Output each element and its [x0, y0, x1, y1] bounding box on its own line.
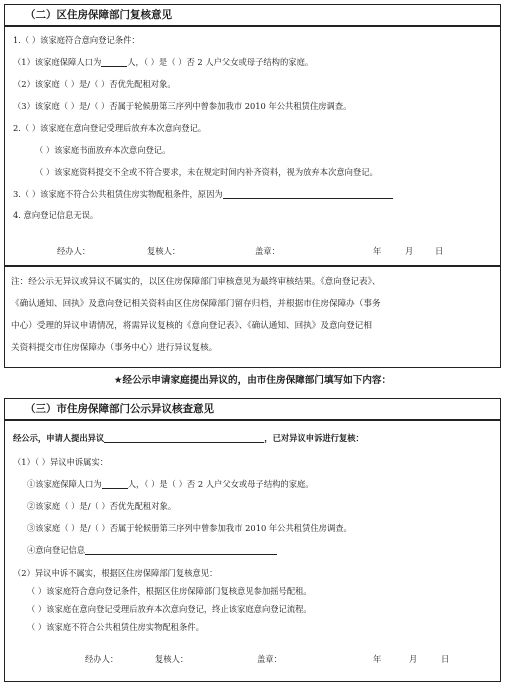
- s3-item-2-a: （ ）该家庭符合意向登记条件，根据区住房保障部门复核意见参加摇号配租。: [27, 586, 312, 596]
- s2-item-4: 4. 意向登记信息无误。: [13, 210, 99, 220]
- s2-item-1-1: [13, 55, 494, 69]
- note-line-1: 注：经公示无异议或异议不属实的，以区住房保障部门审核意见为最终审核结果。《意向登记表》、: [11, 277, 381, 287]
- s2-seal-label: 盖章：: [255, 246, 280, 256]
- s2-item-3: [13, 187, 494, 201]
- s3-item-1-1: [27, 477, 494, 491]
- s2-item-2-b: （ ）该家庭资料提交不全或不符合要求，未在规定时间内补齐资料，视为放弃本次意向登记。: [35, 167, 378, 177]
- note-line-4: 关资料提交市住房保障办（事务中心）进行异议复核。: [11, 343, 218, 353]
- s3-intro-a: 经公示，申请人提出异议: [13, 433, 105, 443]
- section2-title: （二）区住房保障部门复核意见: [4, 4, 501, 26]
- s3-item-2-b: （ ）该家庭在意向登记受理后放弃本次意向登记，终止该家庭意向登记流程。: [27, 604, 312, 614]
- s2-item-2: 2.（ ）该家庭在意向登记受理后放弃本次意向登记。: [13, 123, 207, 133]
- s3-objection-blank[interactable]: [104, 432, 264, 443]
- s3-item-1-1-rest: 人，（ ）是（ ）否 2 人户父女或母子结构的家庭。: [127, 479, 314, 489]
- s3-month-label: 月: [409, 654, 418, 664]
- s2-item-1-1-label: （1）该家庭保障人口为: [13, 57, 102, 67]
- s3-checker-label: 复核人：: [155, 654, 189, 664]
- s2-item-1: 1.（ ）该家庭符合意向登记条件：: [13, 35, 140, 45]
- s2-item-1-3: （3）该家庭（ ）是/（ ）否属于轮候册第三序列中曾参加我市 2010 年公共租赁住房调查。: [13, 101, 352, 111]
- s2-handler-label: 经办人：: [57, 246, 91, 256]
- s2-reason-blank[interactable]: [223, 188, 393, 199]
- note-line-2: 《确认通知、回执》及意向登记相关资料由区住房保障部门留存归档，并根据市住房保障办（事务: [11, 299, 381, 309]
- s3-handler-label: 经办人：: [85, 654, 119, 664]
- s3-people-blank[interactable]: [102, 478, 128, 489]
- s2-item-2-a: （ ）该家庭书面放弃本次意向登记。: [35, 145, 171, 155]
- s2-year-label: 年: [373, 246, 382, 256]
- s3-item-1-4: [27, 543, 494, 557]
- s2-item-3-label: 3.（ ）该家庭不符合公共租赁住房实物配租条件，原因为: [13, 189, 223, 199]
- s2-month-label: 月: [405, 246, 414, 256]
- s3-item-1-3: ③该家庭（ ）是/（ ）否属于轮候册第三序列中曾参加我市 2010 年公共租赁住房调查。: [27, 523, 352, 533]
- section3-body: [4, 420, 501, 682]
- s3-item-2: （2）异议申诉不属实，根据区住房保障部门复核意见：: [13, 568, 218, 578]
- s3-item-1-2: ②该家庭（ ）是/（ ）否优先配租对象。: [27, 501, 177, 511]
- s3-year-label: 年: [373, 654, 382, 664]
- s3-item-2-c: （ ）该家庭不符合公共租赁住房实物配租条件。: [27, 622, 204, 632]
- form-page: [4, 4, 503, 684]
- section2-body: [4, 26, 501, 266]
- s2-item-1-1-rest: 人，（ ）是（ ）否 2 人户父女或母子结构的家庭。: [127, 57, 314, 67]
- s3-intro: [13, 431, 494, 445]
- section3-title: （三）市住房保障部门公示异议核查意见: [4, 398, 501, 420]
- s3-seal-label: 盖章：: [257, 654, 282, 664]
- s2-day-label: 日: [435, 246, 444, 256]
- s3-item-1-1-label: ①该家庭保障人口为: [27, 479, 102, 489]
- note-box: [4, 266, 501, 368]
- s3-intro-b: ，已对异议申诉进行复核：: [264, 433, 364, 443]
- s3-item-1: （1）（ ）异议申诉属实：: [13, 457, 109, 467]
- s2-checker-label: 复核人：: [147, 246, 181, 256]
- s3-item-1-4-label: ④意向登记信息: [27, 545, 86, 555]
- s2-item-1-2: （2）该家庭（ ）是/（ ）否优先配租对象。: [13, 79, 176, 89]
- s2-people-blank[interactable]: [101, 56, 127, 67]
- s3-day-label: 日: [441, 654, 450, 664]
- s3-info-blank[interactable]: [85, 544, 277, 555]
- note-line-3: 中心）受理的异议申请情况，将需异议复核的《意向登记表》、《确认通知、回执》及意向登记相: [11, 321, 372, 331]
- objection-banner: ★经公示申请家庭提出异议的，由市住房保障部门填写如下内容：: [113, 375, 392, 386]
